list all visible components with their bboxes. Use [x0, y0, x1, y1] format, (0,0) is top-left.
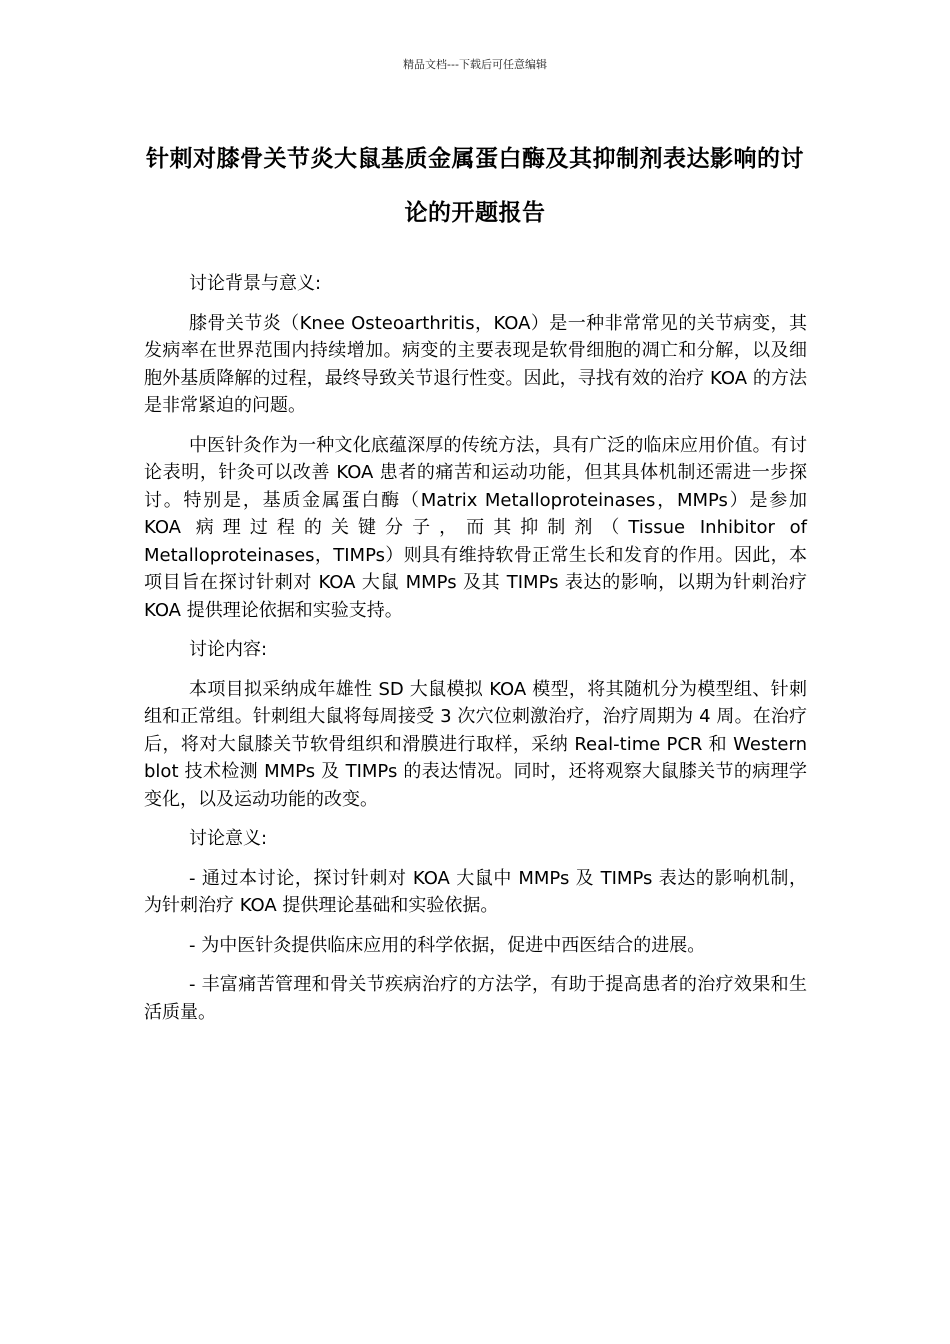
section-heading-significance: 讨论意义:	[189, 828, 268, 849]
document-body	[144, 270, 807, 1038]
page-header: 精品文档---下载后可任意编辑	[403, 58, 547, 71]
section-heading-content: 讨论内容:	[189, 639, 268, 660]
document-title: 针刺对膝骨关节炎大鼠基质金属蛋白酶及其抑制剂表达影响的讨论的开题报告	[146, 146, 804, 226]
paragraph-methods: 本项目拟采纳成年雄性 SD 大鼠模拟 KOA 模型，将其随机分为模型组、针刺组和正常组。针刺组大鼠将每周接受 3 次穴位刺激治疗，治疗周期为 4 周。在治疗后，将对大鼠膝关节软骨组织和滑膜进行取样，采纳 Real-time PCR 和 Western blot 技术检测 MMPs 及 TIMPs 的表达情况。同时，还将观察大鼠膝关节的病理学变化，以及运动功能的改变。	[144, 678, 807, 810]
list-item: - 为中医针灸提供临床应用的科学依据，促进中西医结合的进展。	[189, 934, 706, 956]
section-heading-background: 讨论背景与意义:	[189, 273, 322, 294]
paragraph-koa-intro: 膝骨关节炎（Knee Osteoarthritis，KOA）是一种非常常见的关节病变，其发病率在世界范围内持续增加。病变的主要表现是软骨细胞的凋亡和分解，以及细胞外基质降解的过程，最终导致关节退行性变。因此，寻找有效的治疗 KOA 的方法是非常紧迫的问题。	[144, 312, 807, 416]
list-item: - 通过本讨论，探讨针刺对 KOA 大鼠中 MMPs 及 TIMPs 表达的影响机制，为针刺治疗 KOA 提供理论基础和实验依据。	[144, 867, 807, 916]
paragraph-acupuncture: 中医针灸作为一种文化底蕴深厚的传统方法，具有广泛的临床应用价值。有讨论表明，针灸可以改善 KOA 患者的痛苦和运动功能，但其具体机制还需进一步探讨。特别是，基质金属蛋白酶（Matrix Metalloproteinases，MMPs）是参加 KOA 病理过程的关键分子，而其抑制剂（Tissue Inhibitor of Metalloproteinases，TIMPs）则具有维持软骨正常生长和发育的作用。因此，本项目旨在探讨针刺对 KOA 大鼠 MMPs 及其 TIMPs 表达的影响，以期为针刺治疗 KOA 提供理论依据和实验支持。	[144, 434, 807, 621]
list-item: - 丰富痛苦管理和骨关节疾病治疗的方法学，有助于提高患者的治疗效果和生活质量。	[144, 974, 807, 1023]
